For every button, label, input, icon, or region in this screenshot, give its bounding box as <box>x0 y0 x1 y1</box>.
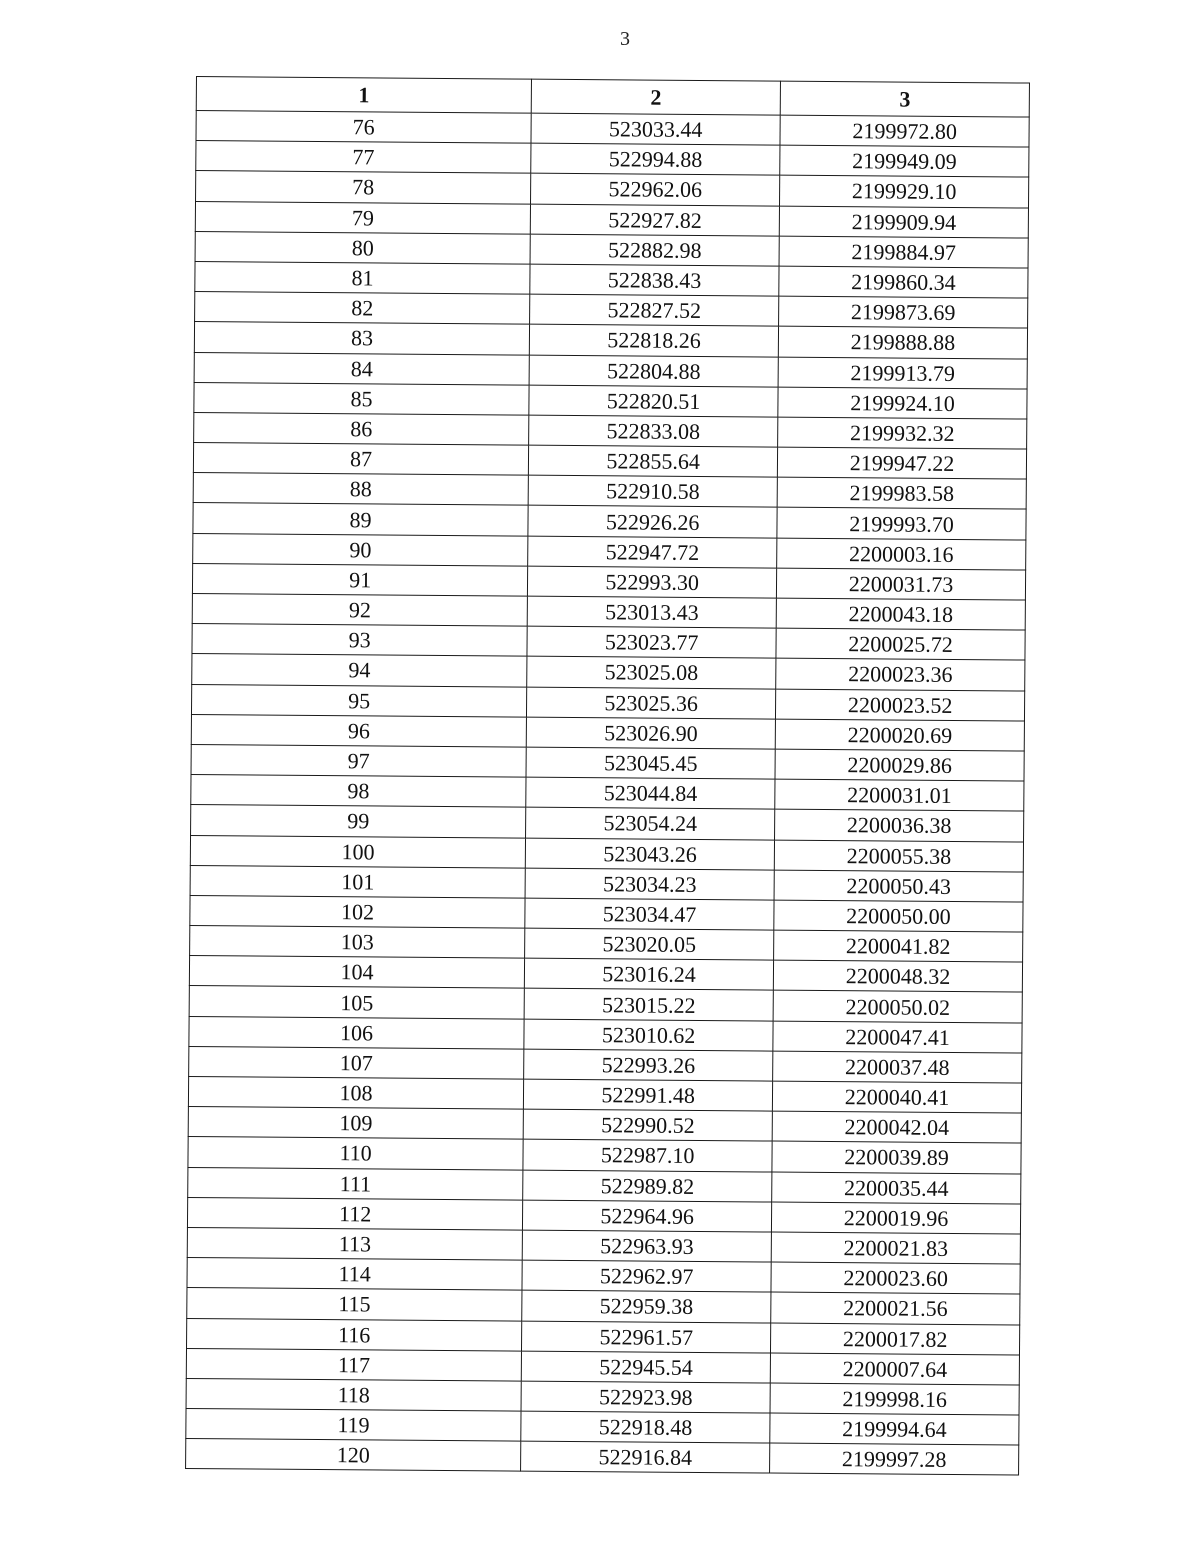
point-number-cell: 95 <box>191 684 526 717</box>
x-coordinate-cell: 522962.06 <box>531 174 780 206</box>
y-coordinate-cell: 2200019.96 <box>772 1202 1021 1234</box>
x-coordinate-cell: 523013.43 <box>527 596 776 628</box>
table-row <box>186 1439 1019 1476</box>
y-coordinate-cell: 2200021.56 <box>771 1292 1020 1324</box>
point-number-cell: 100 <box>190 835 525 868</box>
x-coordinate-cell: 522926.26 <box>528 506 777 538</box>
point-number-cell: 111 <box>188 1167 523 1200</box>
x-coordinate-cell: 522916.84 <box>521 1441 770 1473</box>
point-number-cell: 120 <box>186 1439 521 1472</box>
point-number-cell: 97 <box>191 744 526 777</box>
y-coordinate-cell: 2200023.36 <box>776 658 1025 690</box>
y-coordinate-cell: 2200003.16 <box>777 538 1026 570</box>
x-coordinate-cell: 522987.10 <box>523 1139 772 1171</box>
y-coordinate-cell: 2199972.80 <box>780 115 1029 147</box>
y-coordinate-cell: 2199909.94 <box>779 206 1028 238</box>
y-coordinate-cell: 2200050.02 <box>773 991 1022 1023</box>
y-coordinate-cell: 2200029.86 <box>775 749 1024 781</box>
point-number-cell: 89 <box>193 503 528 536</box>
column-header-2: 2 <box>531 79 780 115</box>
y-coordinate-cell: 2200031.73 <box>777 568 1026 600</box>
y-coordinate-cell: 2200020.69 <box>775 719 1024 751</box>
point-number-cell: 81 <box>195 261 530 294</box>
x-coordinate-cell: 522838.43 <box>530 264 779 296</box>
y-coordinate-cell: 2200023.60 <box>771 1262 1020 1294</box>
x-coordinate-cell: 522989.82 <box>523 1170 772 1202</box>
y-coordinate-cell: 2200023.52 <box>776 689 1025 721</box>
x-coordinate-cell: 523044.84 <box>526 777 775 809</box>
point-number-cell: 92 <box>192 593 527 626</box>
y-coordinate-cell: 2199947.22 <box>777 447 1026 479</box>
y-coordinate-cell: 2200021.83 <box>771 1232 1020 1264</box>
x-coordinate-cell: 522923.98 <box>521 1381 770 1413</box>
y-coordinate-cell: 2200031.01 <box>775 779 1024 811</box>
point-number-cell: 82 <box>195 292 530 325</box>
x-coordinate-cell: 523020.05 <box>525 928 774 960</box>
point-number-cell: 118 <box>186 1378 521 1411</box>
x-coordinate-cell: 522804.88 <box>529 355 778 387</box>
point-number-cell: 78 <box>196 171 531 204</box>
y-coordinate-cell: 2200036.38 <box>775 809 1024 841</box>
y-coordinate-cell: 2199888.88 <box>778 326 1027 358</box>
x-coordinate-cell: 522945.54 <box>521 1351 770 1383</box>
point-number-cell: 84 <box>194 352 529 385</box>
point-number-cell: 86 <box>194 412 529 445</box>
y-coordinate-cell: 2200043.18 <box>776 598 1025 630</box>
column-header-1: 1 <box>196 77 531 114</box>
x-coordinate-cell: 522827.52 <box>530 294 779 326</box>
x-coordinate-cell: 523054.24 <box>526 807 775 839</box>
point-number-cell: 110 <box>188 1137 523 1170</box>
y-coordinate-cell: 2200055.38 <box>774 840 1023 872</box>
x-coordinate-cell: 522993.26 <box>524 1049 773 1081</box>
point-number-cell: 85 <box>194 382 529 415</box>
x-coordinate-cell: 522927.82 <box>530 204 779 236</box>
page-number: 3 <box>620 28 630 50</box>
point-number-cell: 103 <box>190 926 525 959</box>
x-coordinate-cell: 522993.30 <box>528 566 777 598</box>
point-number-cell: 108 <box>188 1076 523 1109</box>
y-coordinate-cell: 2200007.64 <box>770 1353 1019 1385</box>
point-number-cell: 88 <box>193 473 528 506</box>
y-coordinate-cell: 2199932.32 <box>778 417 1027 449</box>
point-number-cell: 114 <box>187 1258 522 1291</box>
x-coordinate-cell: 522990.52 <box>523 1109 772 1141</box>
point-number-cell: 79 <box>195 201 530 234</box>
x-coordinate-cell: 522918.48 <box>521 1411 770 1443</box>
x-coordinate-cell: 522833.08 <box>529 415 778 447</box>
y-coordinate-cell: 2199997.28 <box>770 1443 1019 1475</box>
point-number-cell: 109 <box>188 1107 523 1140</box>
y-coordinate-cell: 2200048.32 <box>773 960 1022 992</box>
x-coordinate-cell: 523034.47 <box>525 898 774 930</box>
point-number-cell: 102 <box>190 895 525 928</box>
column-header-3: 3 <box>780 81 1029 117</box>
x-coordinate-cell: 522947.72 <box>528 536 777 568</box>
y-coordinate-cell: 2199949.09 <box>780 145 1029 177</box>
y-coordinate-cell: 2199924.10 <box>778 387 1027 419</box>
point-number-cell: 77 <box>196 141 531 174</box>
y-coordinate-cell: 2200047.41 <box>773 1021 1022 1053</box>
x-coordinate-cell: 523043.26 <box>525 838 774 870</box>
x-coordinate-cell: 523025.36 <box>527 687 776 719</box>
point-number-cell: 80 <box>195 231 530 264</box>
point-number-cell: 112 <box>187 1197 522 1230</box>
y-coordinate-cell: 2200035.44 <box>772 1172 1021 1204</box>
x-coordinate-cell: 522991.48 <box>524 1079 773 1111</box>
x-coordinate-cell: 523016.24 <box>525 958 774 990</box>
point-number-cell: 87 <box>193 443 528 476</box>
y-coordinate-cell: 2199993.70 <box>777 508 1026 540</box>
x-coordinate-cell: 522964.96 <box>523 1200 772 1232</box>
x-coordinate-cell: 523025.08 <box>527 656 776 688</box>
point-number-cell: 99 <box>191 805 526 838</box>
x-coordinate-cell: 523023.77 <box>527 626 776 658</box>
x-coordinate-cell: 522818.26 <box>530 324 779 356</box>
x-coordinate-cell: 522963.93 <box>522 1230 771 1262</box>
x-coordinate-cell: 523015.22 <box>524 989 773 1021</box>
point-number-cell: 83 <box>194 322 529 355</box>
point-number-cell: 91 <box>192 563 527 596</box>
point-number-cell: 106 <box>189 1016 524 1049</box>
y-coordinate-cell: 2200040.41 <box>772 1081 1021 1113</box>
point-number-cell: 98 <box>191 775 526 808</box>
y-coordinate-cell: 2200050.00 <box>774 900 1023 932</box>
x-coordinate-cell: 522961.57 <box>522 1321 771 1353</box>
y-coordinate-cell: 2199913.79 <box>778 357 1027 389</box>
table-body <box>186 111 1030 1476</box>
x-coordinate-cell: 522994.88 <box>531 143 780 175</box>
y-coordinate-cell: 2200017.82 <box>771 1323 1020 1355</box>
x-coordinate-cell: 523010.62 <box>524 1019 773 1051</box>
y-coordinate-cell: 2200025.72 <box>776 628 1025 660</box>
point-number-cell: 94 <box>192 654 527 687</box>
y-coordinate-cell: 2199860.34 <box>779 266 1028 298</box>
x-coordinate-cell: 523026.90 <box>526 717 775 749</box>
point-number-cell: 105 <box>189 986 524 1019</box>
point-number-cell: 93 <box>192 624 527 657</box>
x-coordinate-cell: 522962.97 <box>522 1260 771 1292</box>
y-coordinate-cell: 2200039.89 <box>772 1141 1021 1173</box>
y-coordinate-cell: 2199929.10 <box>780 175 1029 207</box>
point-number-cell: 116 <box>187 1318 522 1351</box>
point-number-cell: 96 <box>191 714 526 747</box>
y-coordinate-cell: 2199873.69 <box>779 296 1028 328</box>
x-coordinate-cell: 523033.44 <box>531 113 780 145</box>
y-coordinate-cell: 2200041.82 <box>774 930 1023 962</box>
point-number-cell: 101 <box>190 865 525 898</box>
y-coordinate-cell: 2199983.58 <box>777 477 1026 509</box>
y-coordinate-cell: 2199884.97 <box>779 236 1028 268</box>
point-number-cell: 117 <box>186 1348 521 1381</box>
x-coordinate-cell: 522820.51 <box>529 385 778 417</box>
x-coordinate-cell: 522855.64 <box>529 445 778 477</box>
x-coordinate-cell: 522882.98 <box>530 234 779 266</box>
point-number-cell: 119 <box>186 1409 521 1442</box>
point-number-cell: 90 <box>193 533 528 566</box>
y-coordinate-cell: 2200037.48 <box>773 1051 1022 1083</box>
point-number-cell: 115 <box>187 1288 522 1321</box>
y-coordinate-cell: 2199998.16 <box>770 1383 1019 1415</box>
y-coordinate-cell: 2200050.43 <box>774 870 1023 902</box>
x-coordinate-cell: 522910.58 <box>528 475 777 507</box>
x-coordinate-cell: 523034.23 <box>525 868 774 900</box>
y-coordinate-cell: 2199994.64 <box>770 1413 1019 1445</box>
point-number-cell: 104 <box>189 956 524 989</box>
point-number-cell: 107 <box>189 1046 524 1079</box>
y-coordinate-cell: 2200042.04 <box>772 1111 1021 1143</box>
point-number-cell: 76 <box>196 111 531 144</box>
coordinates-table <box>185 76 1030 1476</box>
point-number-cell: 113 <box>187 1227 522 1260</box>
x-coordinate-cell: 522959.38 <box>522 1290 771 1322</box>
x-coordinate-cell: 523045.45 <box>526 747 775 779</box>
